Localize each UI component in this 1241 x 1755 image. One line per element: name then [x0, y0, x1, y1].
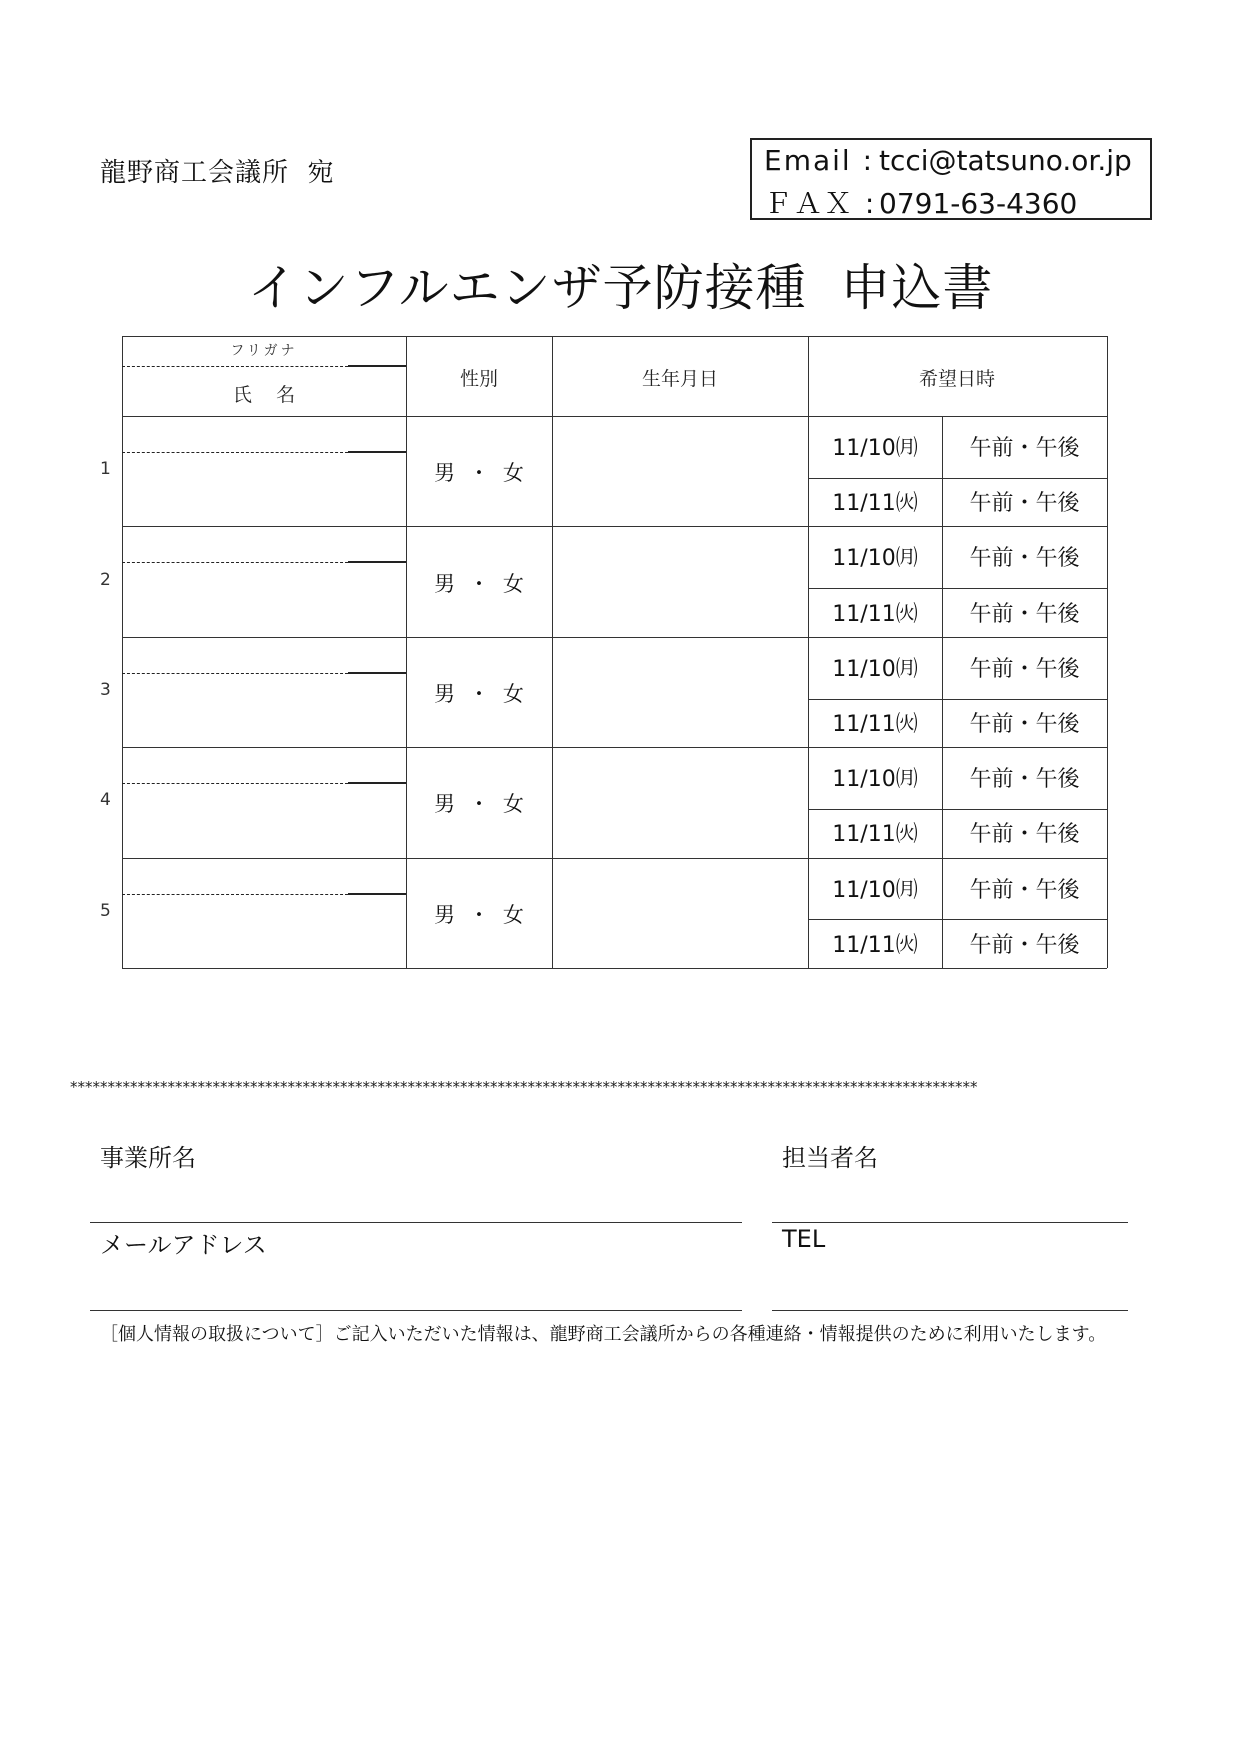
column-line — [552, 336, 553, 968]
row-divider — [122, 637, 1107, 638]
row-furigana-line-end — [348, 672, 406, 674]
separator-line: ************************************************************************************************************************* — [70, 1078, 978, 1096]
table-border-top — [122, 336, 1107, 337]
document-title: インフルエンザ予防接種 申込書 — [247, 259, 994, 317]
ampm-choice-1[interactable]: 午前・午後 — [969, 877, 1080, 903]
email-underline[interactable] — [90, 1310, 742, 1311]
date-subdivider — [808, 588, 1107, 589]
furigana-line-end — [348, 365, 406, 367]
header-divider — [122, 416, 1107, 417]
gender-choice[interactable]: 男 ・ 女 — [434, 461, 524, 486]
birthdate-input-area[interactable] — [554, 418, 806, 524]
fax-value: 0791-63-4360 — [879, 187, 1078, 220]
date-option-2: 11/11㈫ — [832, 711, 918, 737]
date-option-1: 11/10㈪ — [832, 877, 918, 903]
row-number: 2 — [100, 569, 111, 590]
ampm-choice-2[interactable]: 午前・午後 — [969, 932, 1080, 958]
column-line — [122, 336, 123, 968]
privacy-note: ［個人情報の取扱について］ご記入いただいた情報は、龍野商工会議所からの各種連絡・情報提供のために利用いたします。 — [100, 1324, 1107, 1345]
header-preferred-datetime: 希望日時 — [918, 368, 995, 390]
date-option-1: 11/10㈪ — [832, 656, 918, 682]
row-divider — [122, 747, 1107, 748]
birthdate-input-area[interactable] — [554, 860, 806, 966]
email-value: tcci@tatsuno.or.jp — [879, 144, 1132, 177]
date-option-1: 11/10㈪ — [832, 767, 918, 793]
ampm-choice-1[interactable]: 午前・午後 — [969, 767, 1080, 793]
row-divider — [122, 858, 1107, 859]
date-subdivider — [808, 478, 1107, 479]
header-gender: 性別 — [459, 368, 498, 390]
ampm-choice-1[interactable]: 午前・午後 — [969, 435, 1080, 461]
row-number: 3 — [100, 680, 111, 700]
header-furigana: フリガナ — [230, 343, 298, 359]
name-input-area[interactable] — [124, 564, 404, 634]
tel-field-label: TEL — [782, 1225, 826, 1253]
row-furigana-dashed-line — [122, 562, 348, 563]
row-furigana-dashed-line — [122, 673, 348, 674]
row-furigana-line-end — [348, 561, 406, 563]
tel-underline[interactable] — [772, 1310, 1128, 1311]
date-subdivider — [808, 699, 1107, 700]
ampm-choice-1[interactable]: 午前・午後 — [969, 546, 1080, 572]
furigana-dashed-line — [122, 366, 348, 367]
business-name-underline[interactable] — [90, 1222, 742, 1223]
row-number: 1 — [100, 459, 111, 480]
name-input-area[interactable] — [124, 785, 404, 855]
ampm-choice-2[interactable]: 午前・午後 — [969, 491, 1080, 517]
date-subdivider — [808, 919, 1107, 920]
row-divider — [122, 526, 1107, 527]
email-label: Email : — [764, 144, 875, 177]
business-name-label: 事業所名 — [100, 1144, 196, 1172]
row-furigana-line-end — [348, 893, 406, 895]
date-option-1: 11/10㈪ — [832, 546, 918, 572]
date-option-1: 11/10㈪ — [832, 435, 918, 461]
addressee: 龍野商工会議所 宛 — [100, 158, 335, 188]
column-line — [1107, 336, 1108, 968]
birthdate-input-area[interactable] — [554, 749, 806, 855]
row-number: 4 — [100, 790, 111, 811]
row-furigana-line-end — [348, 451, 406, 453]
row-furigana-dashed-line — [122, 894, 348, 895]
ampm-choice-2[interactable]: 午前・午後 — [969, 822, 1080, 848]
date-option-2: 11/11㈫ — [832, 491, 918, 517]
contact-person-label: 担当者名 — [782, 1144, 878, 1172]
ampm-choice-1[interactable]: 午前・午後 — [969, 656, 1080, 682]
date-option-2: 11/11㈫ — [832, 932, 918, 958]
date-option-2: 11/11㈫ — [832, 822, 918, 848]
name-input-area[interactable] — [124, 454, 404, 524]
birthdate-input-area[interactable] — [554, 528, 806, 634]
column-line — [406, 336, 407, 968]
row-furigana-line-end — [348, 782, 406, 784]
gender-choice[interactable]: 男 ・ 女 — [434, 902, 524, 927]
table-border-bottom — [122, 968, 1107, 969]
contact-person-underline[interactable] — [772, 1222, 1128, 1223]
row-furigana-dashed-line — [122, 452, 348, 453]
date-option-2: 11/11㈫ — [832, 601, 918, 627]
row-number: 5 — [100, 900, 111, 921]
gender-choice[interactable]: 男 ・ 女 — [434, 792, 524, 817]
email-line — [764, 144, 1132, 177]
gender-choice[interactable]: 男 ・ 女 — [434, 571, 524, 596]
date-subdivider — [808, 809, 1107, 810]
name-input-area[interactable] — [124, 896, 404, 966]
fax-line — [764, 182, 1077, 222]
header-name: 氏 名 — [232, 384, 296, 406]
row-furigana-dashed-line — [122, 783, 348, 784]
email-field-label: メールアドレス — [100, 1231, 267, 1259]
gender-choice[interactable]: 男 ・ 女 — [434, 682, 524, 706]
ampm-choice-2[interactable]: 午前・午後 — [969, 601, 1080, 627]
contact-box — [750, 138, 1152, 220]
ampm-choice-2[interactable]: 午前・午後 — [969, 711, 1080, 737]
header-birthdate: 生年月日 — [641, 368, 718, 390]
application-table — [100, 336, 1107, 974]
fax-label: ＦＡＸ : — [764, 187, 877, 220]
birthdate-input-area[interactable] — [554, 639, 806, 745]
name-input-area[interactable] — [124, 675, 404, 745]
